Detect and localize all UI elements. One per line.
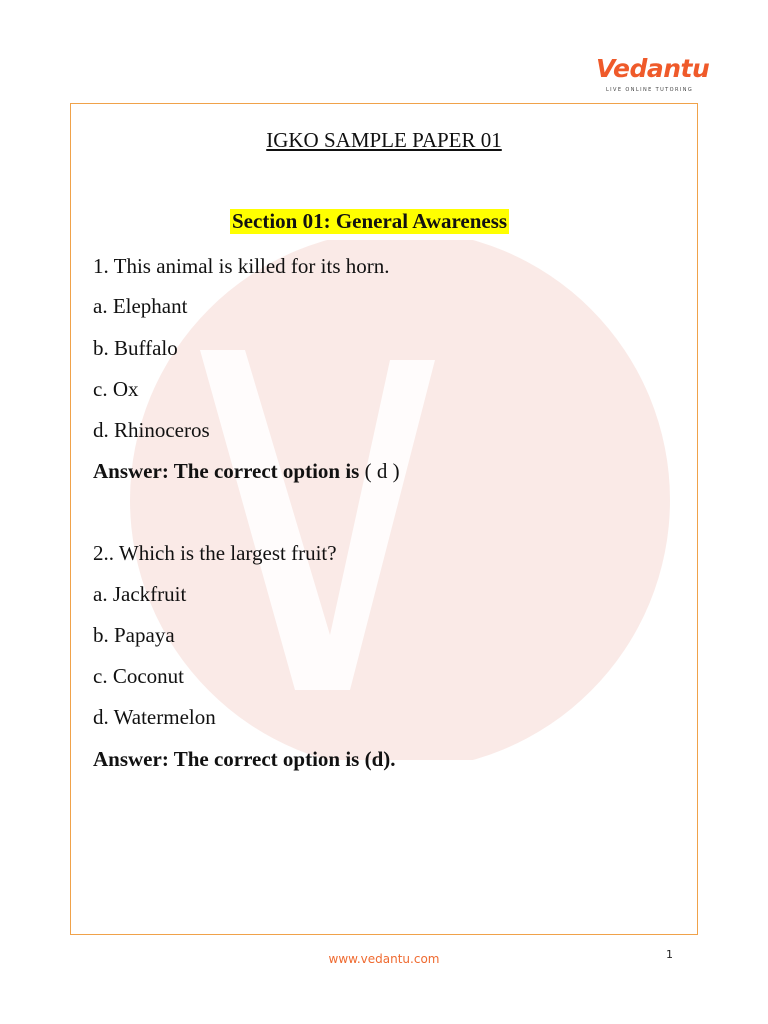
- question-1-option-b: b. Buffalo: [93, 336, 178, 360]
- question-1-option-a: a. Elephant: [93, 294, 188, 318]
- question-2-option-b: b. Papaya: [93, 623, 175, 647]
- question-2-option-a: a. Jackfruit: [93, 582, 187, 606]
- vedantu-logo: [592, 54, 710, 98]
- question-1-answer: [93, 459, 400, 484]
- page-number: 1: [666, 948, 673, 961]
- section-heading: Section 01: General Awareness: [232, 209, 508, 233]
- question-2-option-d: d. Watermelon: [93, 705, 216, 729]
- question-2-answer: Answer: The correct option is (d).: [93, 747, 396, 771]
- answer-value: ( d ): [359, 459, 400, 483]
- question-2-option-c: c. Coconut: [93, 664, 184, 688]
- question-2-text: 2.. Which is the largest fruit?: [93, 541, 337, 565]
- footer-url-link[interactable]: www.vedantu.com: [328, 952, 440, 966]
- paper-title: IGKO SAMPLE PAPER 01: [266, 128, 502, 152]
- answer-label: Answer: The correct option is: [93, 459, 360, 483]
- question-1-option-c: c. Ox: [93, 377, 139, 401]
- logo-tagline: LIVE ONLINE TUTORING: [606, 87, 694, 93]
- question-1-text: 1. This animal is killed for its horn.: [93, 254, 390, 278]
- logo-wordmark: Vedantu: [596, 54, 710, 83]
- question-1-option-d: d. Rhinoceros: [93, 418, 210, 442]
